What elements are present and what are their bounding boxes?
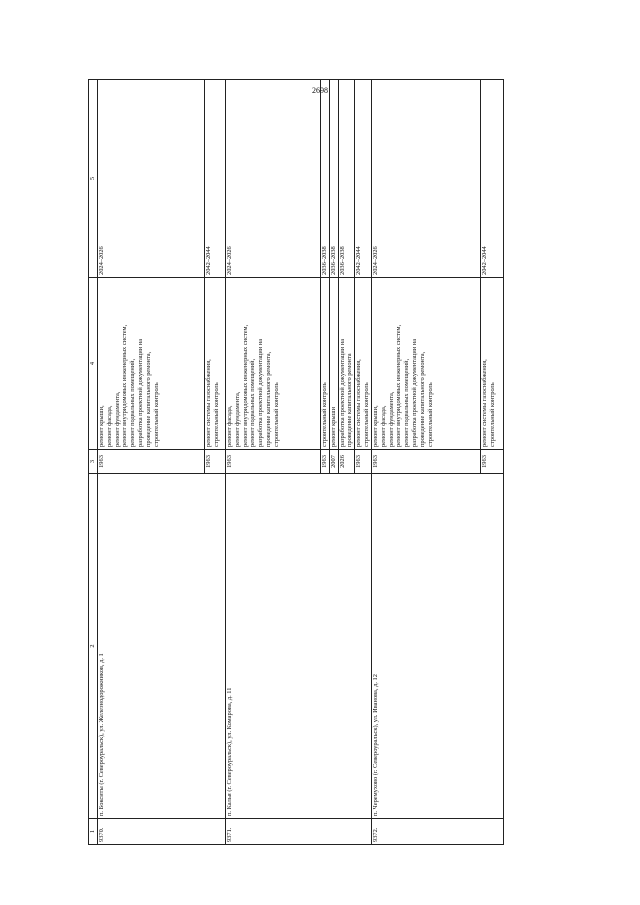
works-list: ремонт системы газоснабжения, строительный контроль bbox=[355, 278, 372, 450]
works-list: разработка проектной документации на проведение капитального ремонта bbox=[338, 278, 355, 450]
works-list: ремонт фасада, ремонт фундамента, ремонт внутридомовых инженерных систем, ремонт подвальных помещений, разработка проектной документации на проведение капитального ремонта, строительный контроль bbox=[226, 278, 321, 450]
period: 2042–2044 bbox=[205, 80, 226, 278]
header-cell: 1 bbox=[89, 819, 98, 845]
build-year: 2007 bbox=[329, 450, 338, 474]
period: 2036–2038 bbox=[321, 80, 330, 278]
header-cell: 5 bbox=[89, 80, 98, 278]
build-year: 2026 bbox=[338, 450, 355, 474]
period: 2042–2044 bbox=[355, 80, 372, 278]
period: 2024–2026 bbox=[226, 80, 321, 278]
record-id: 9371. bbox=[226, 819, 372, 845]
record-id: 9370. bbox=[98, 819, 226, 845]
works-list: ремонт крыши bbox=[329, 278, 338, 450]
build-year: 1963 bbox=[371, 450, 480, 474]
table-row bbox=[371, 80, 480, 845]
works-list: строительный контроль bbox=[321, 278, 330, 450]
header-cell: 4 bbox=[89, 278, 98, 450]
repair-schedule-table bbox=[88, 79, 504, 845]
works-list: ремонт системы газоснабжения, строительный контроль bbox=[205, 278, 226, 450]
period: 2036–2038 bbox=[338, 80, 355, 278]
record-id: 9372. bbox=[371, 819, 503, 845]
header-cell: 3 bbox=[89, 450, 98, 474]
build-year: 1963 bbox=[98, 450, 205, 474]
record-address: п. Бокситы (г. Североуральск), ул. Железнодорожников, д. 1 bbox=[98, 474, 226, 819]
period: 2042–2044 bbox=[480, 80, 503, 278]
works-list: ремонт системы газоснабжения, строительный контроль bbox=[480, 278, 503, 450]
build-year: 1963 bbox=[226, 450, 321, 474]
build-year: 1963 bbox=[480, 450, 503, 474]
period: 2024–2026 bbox=[371, 80, 480, 278]
works-list: ремонт крыши, ремонт фасада, ремонт фундамента, ремонт внутридомовых инженерных систем, ремонт подвальных помещений, разработка проектной документации на проведение капитального ремонта, строительный контроль bbox=[98, 278, 205, 450]
build-year: 1963 bbox=[321, 450, 330, 474]
record-address: п. Калья (г. Североуральск), ул. Комарова, д. 11 bbox=[226, 474, 372, 819]
header-row bbox=[89, 80, 98, 845]
build-year: 1963 bbox=[205, 450, 226, 474]
header-cell: 2 bbox=[89, 474, 98, 819]
table-row bbox=[226, 80, 321, 845]
period: 2024–2026 bbox=[98, 80, 205, 278]
record-address: п. Черемухово (г. Североуральск), ул. Иванова, д. 12 bbox=[371, 474, 503, 819]
rotated-table-wrapper bbox=[88, 80, 520, 845]
table-row bbox=[98, 80, 205, 845]
works-list: ремонт крыши, ремонт фасада, ремонт фундамента, ремонт внутридомовых инженерных систем, ремонт подвальных помещений, разработка проектной документации на проведение капитального ремонта, строительный контроль bbox=[371, 278, 480, 450]
period: 2036–2038 bbox=[329, 80, 338, 278]
page-number: 2698 bbox=[312, 86, 328, 95]
build-year: 1963 bbox=[355, 450, 372, 474]
